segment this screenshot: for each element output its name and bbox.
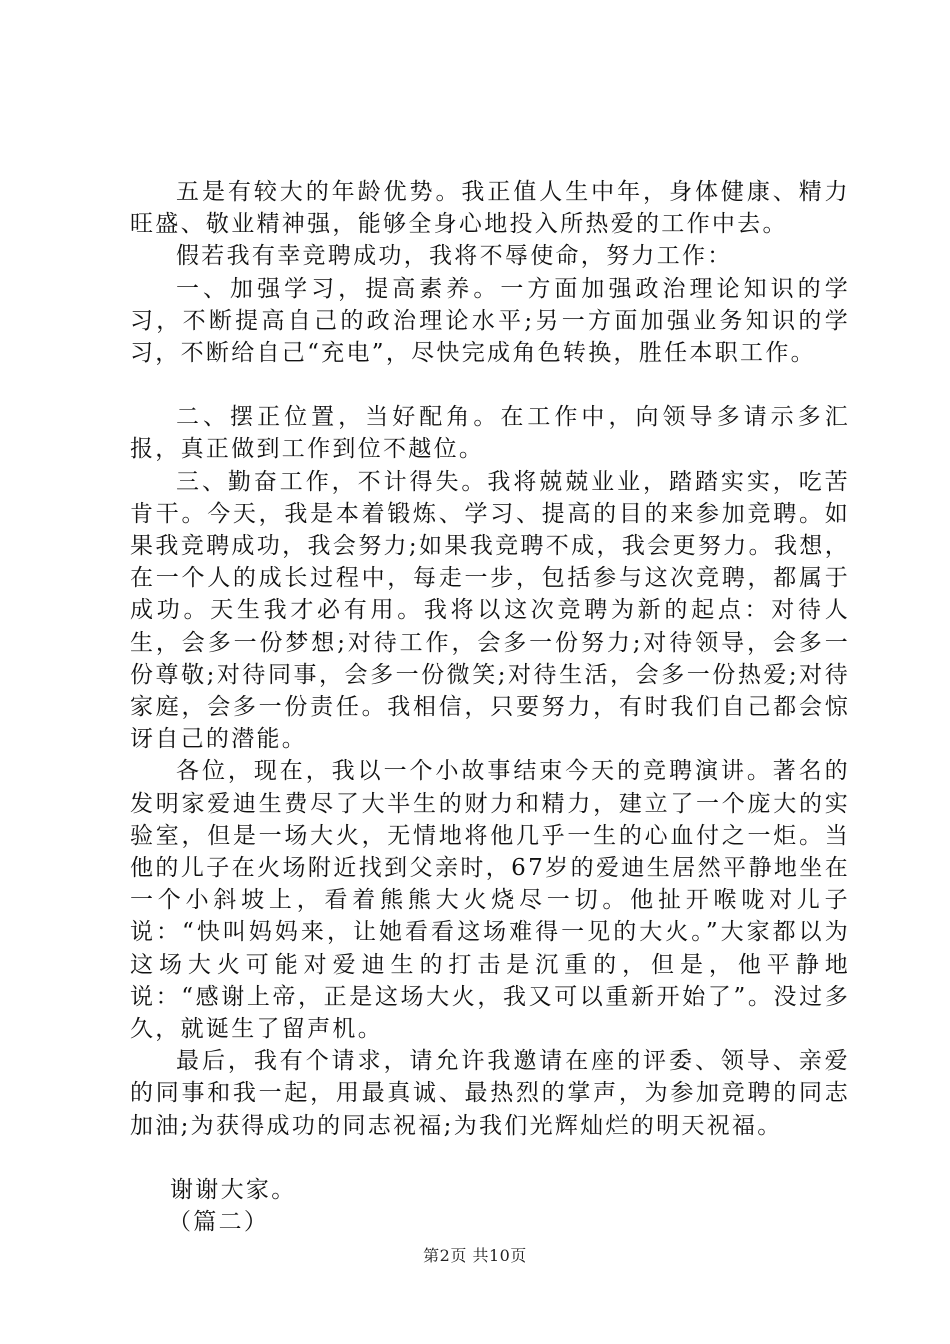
closing-thanks: 谢谢大家。 <box>170 1176 297 1203</box>
paragraph-edison-story: 各位，现在，我以一个小故事结束今天的竞聘演讲。著名的发明家爱迪生费尽了大半生的财力和精力，建立了一个庞大的实验室，但是一场大火，无情地将他几乎一生的心血付之一炬。当他的儿子在火场附近找到父亲时，67岁的爱迪生居然平静地坐在一个小斜坡上，看着熊熊大火烧尽一切。他扯开喉咙对儿子说：“快叫妈妈来，让她看看这场难得一见的大火。”大家都以为这场大火可能对爱迪生的打击是沉重的，但是，他平静地说：“感谢上帝，正是这场大火，我又可以重新开始了”。没过多久，就诞生了留声机。 <box>130 758 850 1043</box>
paragraph-point-three: 三、勤奋工作，不计得失。我将兢兢业业，踏踏实实，吃苦肯干。今天，我是本着锻炼、学习、提高的目的来参加竞聘。如果我竞聘成功，我会努力;如果我竞聘不成，我会更努力。我想，在一个人的成长过程中，每走一步，包括参与这次竞聘，都属于成功。天生我才必有用。我将以这次竞聘为新的起点：对待人生，会多一份梦想;对待工作，会多一份努力;对待领导，会多一份尊敬;对待同事，会多一份微笑;对待生活，会多一份热爱;对待家庭，会多一份责任。我相信，只要努力，有时我们自己都会惊讶自己的潜能。 <box>130 468 850 753</box>
paragraph-point-two: 二、摆正位置，当好配角。在工作中，向领导多请示多汇报，真正做到工作到位不越位。 <box>130 404 850 463</box>
paragraph-age-advantage: 五是有较大的年龄优势。我正值人生中年，身体健康、精力旺盛、敬业精神强，能够全身心地投入所热爱的工作中去。 <box>130 179 850 238</box>
paragraph-final-request: 最后，我有个请求，请允许我邀请在座的评委、领导、亲爱的同事和我一起，用最真诚、最热烈的掌声，为参加竞聘的同志加油;为获得成功的同志祝福;为我们光辉灿烂的明天祝福。 <box>130 1048 850 1139</box>
document-body <box>130 176 850 1238</box>
page-footer-number: 第2页 共10页 <box>423 1246 527 1265</box>
paragraph-pledge-intro: 假若我有幸竞聘成功，我将不辱使命，努力工作： <box>176 243 733 270</box>
paragraph-point-one: 一、加强学习，提高素养。一方面加强政治理论知识的学习，不断提高自己的政治理论水平;另一方面加强业务知识的学习，不断给自己“充电”，尽快完成角色转换，胜任本职工作。 <box>130 275 850 367</box>
section-heading-part-two: （篇二） <box>168 1209 270 1236</box>
